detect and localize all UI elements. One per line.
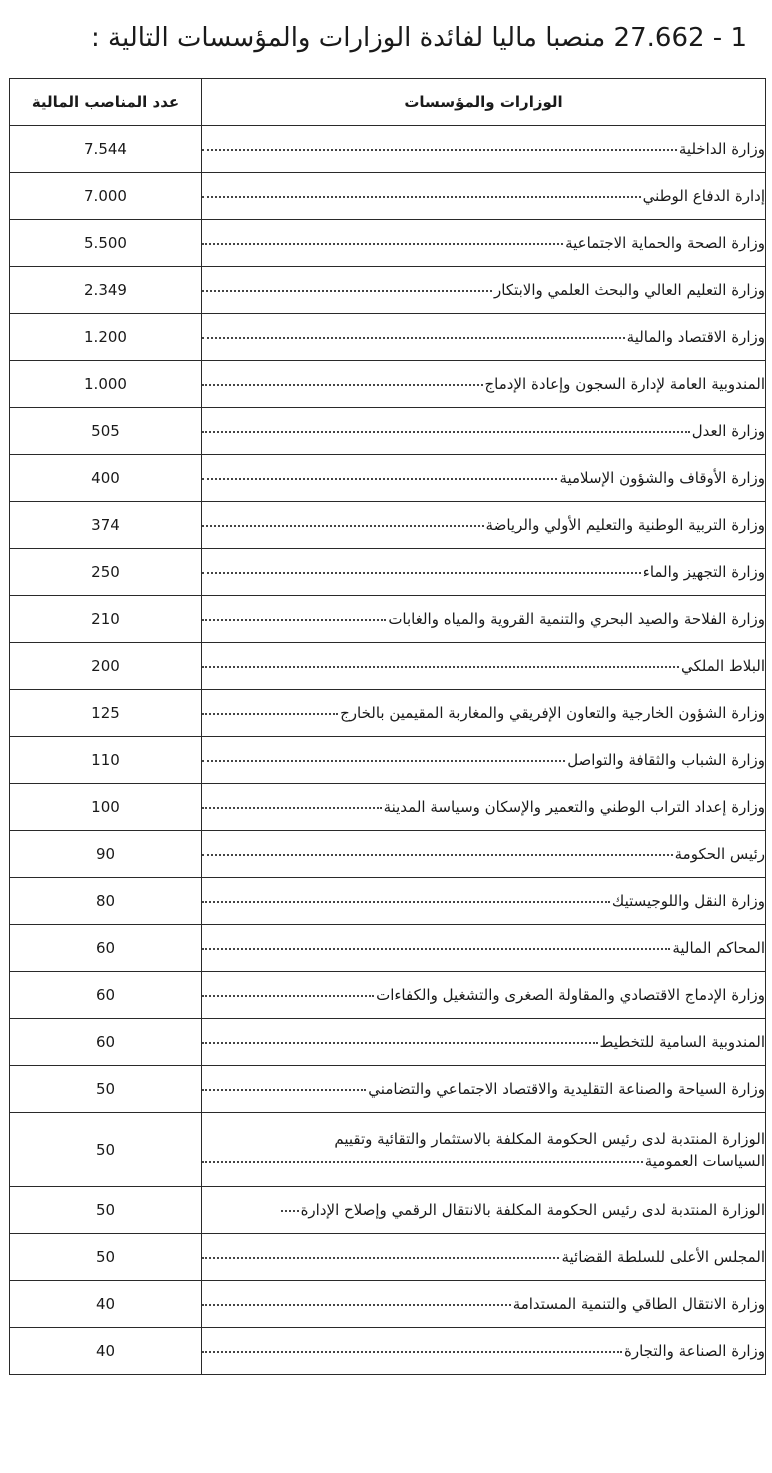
position-count: 50 xyxy=(10,1113,202,1187)
institution-name: الوزارة المنتدبة لدى رئيس الحكومة المكلفة بالانتقال الرقمي وإصلاح الإدارة xyxy=(300,1201,765,1219)
positions-table xyxy=(9,78,766,1375)
table-row xyxy=(10,408,766,455)
dot-leader xyxy=(202,795,382,809)
dot-leader xyxy=(202,1292,511,1306)
table-row xyxy=(10,596,766,643)
table-row xyxy=(10,267,766,314)
institution-name: وزارة النقل واللوجيستيك xyxy=(611,892,765,910)
institution-cell xyxy=(202,267,766,314)
table-row xyxy=(10,972,766,1019)
institution-cell xyxy=(202,549,766,596)
institution-name: وزارة العدل xyxy=(691,422,765,440)
institution-cell xyxy=(202,596,766,643)
institution-name: وزارة السياحة والصناعة التقليدية والاقتصاد الاجتماعي والتضامني xyxy=(368,1080,765,1098)
institution-name: وزارة الأوقاف والشؤون الإسلامية xyxy=(559,469,765,487)
dot-leader xyxy=(202,607,386,621)
dot-leader xyxy=(202,137,677,151)
dot-leader xyxy=(202,1339,622,1353)
table-row xyxy=(10,1281,766,1328)
institution-cell xyxy=(202,173,766,220)
dot-leader xyxy=(281,1198,299,1212)
table-header-row xyxy=(10,79,766,126)
dot-leader xyxy=(202,1030,598,1044)
institution-cell xyxy=(202,1187,766,1234)
position-count: 90 xyxy=(10,831,202,878)
institution-cell xyxy=(202,1328,766,1375)
institution-cell xyxy=(202,690,766,737)
position-count: 7.544 xyxy=(10,126,202,173)
dot-leader xyxy=(202,560,641,574)
dot-leader xyxy=(202,889,610,903)
institution-name: المندوبية العامة لإدارة السجون وإعادة الإدماج xyxy=(484,375,765,393)
dot-leader xyxy=(202,748,565,762)
institution-name: رئيس الحكومة xyxy=(674,845,765,863)
position-count: 50 xyxy=(10,1187,202,1234)
table-row xyxy=(10,220,766,267)
institution-name: إدارة الدفاع الوطني xyxy=(642,187,765,205)
institution-cell xyxy=(202,972,766,1019)
position-count: 1.200 xyxy=(10,314,202,361)
position-count: 50 xyxy=(10,1234,202,1281)
table-row xyxy=(10,925,766,972)
table-row xyxy=(10,1328,766,1375)
position-count: 200 xyxy=(10,643,202,690)
institution-cell xyxy=(202,925,766,972)
dot-leader xyxy=(202,1245,559,1259)
position-count: 210 xyxy=(10,596,202,643)
institution-name: وزارة إعداد التراب الوطني والتعمير والإسكان وسياسة المدينة xyxy=(383,798,765,816)
dot-leader xyxy=(202,231,563,245)
table-row xyxy=(10,173,766,220)
institution-name: وزارة الصناعة والتجارة xyxy=(624,1342,765,1360)
dot-leader xyxy=(202,983,374,997)
table-row xyxy=(10,643,766,690)
position-count: 2.349 xyxy=(10,267,202,314)
table-row xyxy=(10,549,766,596)
institution-cell xyxy=(202,878,766,925)
institution-cell xyxy=(202,1066,766,1113)
institution-name: وزارة الانتقال الطاقي والتنمية المستدامة xyxy=(512,1295,765,1313)
table-row xyxy=(10,1066,766,1113)
position-count: 40 xyxy=(10,1281,202,1328)
header-count: عدد المناصب المالية xyxy=(10,79,202,126)
institution-name: وزارة التعليم العالي والبحث العلمي والابتكار xyxy=(494,281,765,299)
dot-leader xyxy=(202,372,483,386)
institution-cell xyxy=(202,784,766,831)
position-count: 250 xyxy=(10,549,202,596)
dot-leader xyxy=(202,513,484,527)
position-count: 50 xyxy=(10,1066,202,1113)
table-row xyxy=(10,502,766,549)
institution-name: وزارة التجهيز والماء xyxy=(642,563,765,581)
institution-cell xyxy=(202,455,766,502)
institution-cell xyxy=(202,1113,766,1187)
position-count: 100 xyxy=(10,784,202,831)
institution-cell xyxy=(202,314,766,361)
page-title: 1 - 27.662 منصبا ماليا لفائدة الوزارات والمؤسسات التالية : xyxy=(91,23,747,53)
table-row xyxy=(10,831,766,878)
dot-leader xyxy=(202,654,679,668)
institution-name-continued: السياسات العمومية xyxy=(644,1151,765,1170)
header-institutions: الوزارات والمؤسسات xyxy=(202,79,766,126)
position-count: 80 xyxy=(10,878,202,925)
dot-leader xyxy=(202,419,690,433)
position-count: 400 xyxy=(10,455,202,502)
institution-cell xyxy=(202,737,766,784)
institution-name: وزارة الشباب والثقافة والتواصل xyxy=(567,751,765,769)
table-row xyxy=(10,878,766,925)
table-row xyxy=(10,314,766,361)
table-row xyxy=(10,1234,766,1281)
institution-name: وزارة الإدماج الاقتصادي والمقاولة الصغرى والتشغيل والكفاءات xyxy=(376,986,765,1004)
position-count: 5.500 xyxy=(10,220,202,267)
institution-cell xyxy=(202,1019,766,1066)
dot-leader xyxy=(202,701,338,715)
institution-name: وزارة التربية الوطنية والتعليم الأولي والرياضة xyxy=(485,516,765,534)
position-count: 1.000 xyxy=(10,361,202,408)
institution-cell xyxy=(202,502,766,549)
dot-leader xyxy=(202,842,673,856)
table-row xyxy=(10,1113,766,1187)
institution-cell xyxy=(202,1234,766,1281)
institution-name: البلاط الملكي xyxy=(680,657,765,675)
institution-name: المجلس الأعلى للسلطة القضائية xyxy=(561,1248,765,1266)
dot-leader xyxy=(202,184,641,198)
position-count: 505 xyxy=(10,408,202,455)
table-row xyxy=(10,737,766,784)
institution-name: وزارة الاقتصاد والمالية xyxy=(626,328,765,346)
institution-cell xyxy=(202,1281,766,1328)
institution-cell xyxy=(202,408,766,455)
institution-cell xyxy=(202,831,766,878)
dot-leader xyxy=(202,936,670,950)
table-row xyxy=(10,784,766,831)
institution-cell xyxy=(202,643,766,690)
institution-cell xyxy=(202,220,766,267)
institution-name: وزارة الفلاحة والصيد البحري والتنمية القروية والمياه والغابات xyxy=(388,610,765,628)
institution-name: الوزارة المنتدبة لدى رئيس الحكومة المكلفة بالاستثمار والتقائية وتقييم xyxy=(334,1129,765,1148)
institution-name: وزارة الصحة والحماية الاجتماعية xyxy=(565,234,765,252)
table-row xyxy=(10,690,766,737)
dot-leader xyxy=(202,1149,643,1163)
institution-name: وزارة الشؤون الخارجية والتعاون الإفريقي والمغاربة المقيمين بالخارج xyxy=(340,704,765,722)
table-row xyxy=(10,126,766,173)
institution-name: المندوبية السامية للتخطيط xyxy=(599,1033,765,1051)
position-count: 60 xyxy=(10,972,202,1019)
dot-leader xyxy=(202,466,557,480)
institution-name: المحاكم المالية xyxy=(672,939,765,957)
table-row xyxy=(10,455,766,502)
position-count: 60 xyxy=(10,925,202,972)
dot-leader xyxy=(202,325,625,339)
dot-leader xyxy=(202,278,492,292)
position-count: 60 xyxy=(10,1019,202,1066)
institution-cell xyxy=(202,361,766,408)
table-row xyxy=(10,361,766,408)
position-count: 40 xyxy=(10,1328,202,1375)
table-row xyxy=(10,1187,766,1234)
dot-leader xyxy=(202,1077,366,1091)
table-row xyxy=(10,1019,766,1066)
position-count: 374 xyxy=(10,502,202,549)
institution-name: وزارة الداخلية xyxy=(678,140,765,158)
position-count: 7.000 xyxy=(10,173,202,220)
position-count: 110 xyxy=(10,737,202,784)
position-count: 125 xyxy=(10,690,202,737)
institution-cell xyxy=(202,126,766,173)
